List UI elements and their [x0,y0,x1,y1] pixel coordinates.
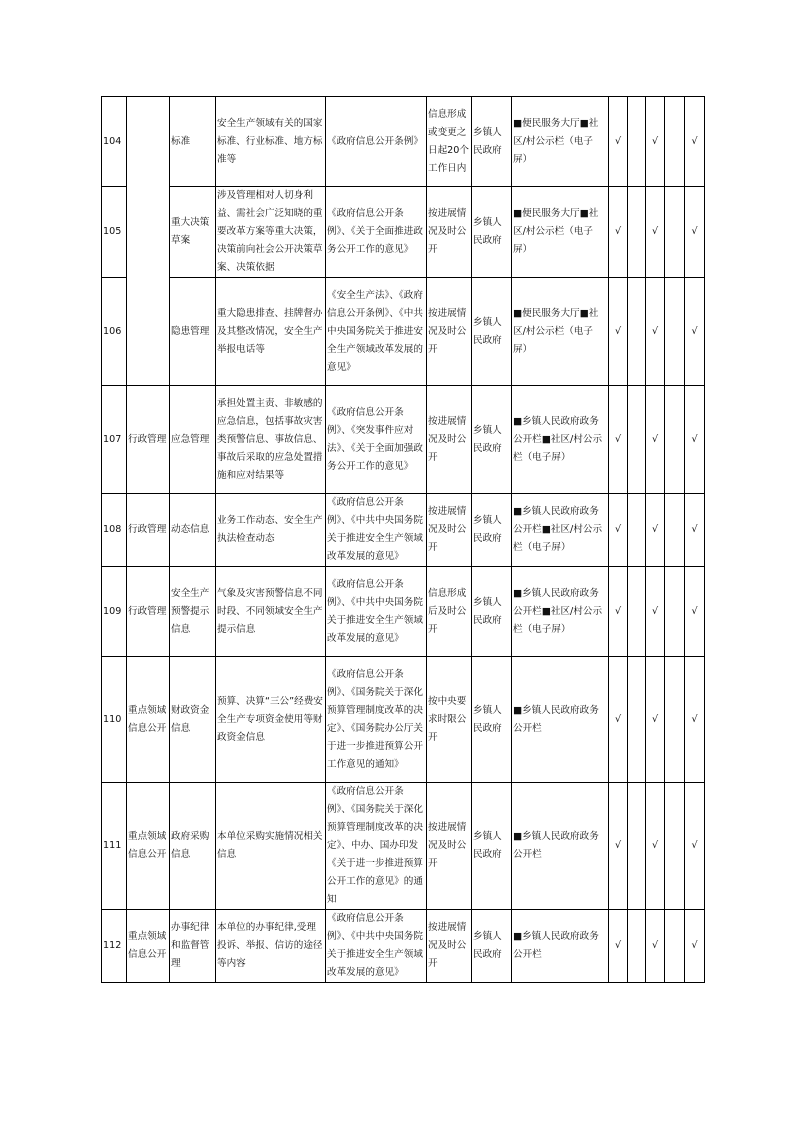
channel-cell: ■乡镇人民政府政务公开栏■社区/村公示栏（电子屏） [512,494,609,567]
empty-check-cell [628,567,646,657]
subject-cell: 乡镇人民政府 [472,910,512,983]
check-mark: √ [646,97,665,187]
check-mark: √ [646,567,665,657]
item-cell: 应急管理 [170,386,216,494]
row-number: 111 [102,783,127,910]
item-cell: 办事纪律和监督管理 [170,910,216,983]
table-body [102,97,705,983]
subject-cell: 乡镇人民政府 [472,783,512,910]
time-limit-cell: 信息形成或变更之日起20个工作日内 [427,97,472,187]
content-cell: 本单位的办事纪律,受理投诉、举报、信访的途径等内容 [216,910,326,983]
check-mark: √ [609,567,628,657]
basis-cell: 《安全生产法》、《政府信息公开条例》、《中共中央国务院关于推进安全生产领域改革发展的意见》 [326,278,427,386]
empty-check-cell [628,386,646,494]
channel-cell: ■乡镇人民政府政务公开栏 [512,783,609,910]
table-row [102,187,705,278]
content-cell: 安全生产领域有关的国家标准、行业标准、地方标准等 [216,97,326,187]
basis-cell: 《政府信息公开条例》 [326,97,427,187]
empty-check-cell [665,187,685,278]
row-number: 105 [102,187,127,278]
row-number: 112 [102,910,127,983]
category-cell: 重点领域信息公开 [127,657,170,783]
item-cell: 安全生产预警提示信息 [170,567,216,657]
check-mark: √ [609,187,628,278]
check-mark: √ [609,97,628,187]
category-cell: 行政管理 [127,567,170,657]
time-limit-cell: 按中央要求时限公开 [427,657,472,783]
empty-check-cell [628,910,646,983]
empty-check-cell [628,97,646,187]
item-cell: 重大决策草案 [170,187,216,278]
table-row [102,278,705,386]
channel-cell: ■乡镇人民政府政务公开栏■社区/村公示栏（电子屏） [512,567,609,657]
check-mark: √ [685,187,705,278]
item-cell: 财政资金信息 [170,657,216,783]
subject-cell: 乡镇人民政府 [472,278,512,386]
subject-cell: 乡镇人民政府 [472,494,512,567]
empty-check-cell [665,567,685,657]
row-number: 104 [102,97,127,187]
category-cell [127,97,170,386]
check-mark: √ [609,910,628,983]
check-mark: √ [646,494,665,567]
empty-check-cell [665,97,685,187]
basis-cell: 《政府信息公开条例》、《中共中央国务院关于推进安全生产领域改革发展的意见》 [326,567,427,657]
subject-cell: 乡镇人民政府 [472,567,512,657]
check-mark: √ [609,783,628,910]
empty-check-cell [665,386,685,494]
check-mark: √ [685,567,705,657]
check-mark: √ [646,386,665,494]
time-limit-cell: 按进展情况及时公开 [427,910,472,983]
check-mark: √ [646,278,665,386]
basis-cell: 《政府信息公开条例》、《国务院关于深化预算管理制度改革的决定》、《国务院办公厅关于进一步推进预算公开工作意见的通知》 [326,657,427,783]
check-mark: √ [685,783,705,910]
subject-cell: 乡镇人民政府 [472,386,512,494]
basis-cell: 《政府信息公开条例》、《国务院关于深化预算管理制度改革的决定》、中办、国办印发《关于进一步推进预算公开工作的意见》的通知 [326,783,427,910]
basis-cell: 《政府信息公开条例》、《中共中央国务院关于推进安全生产领域改革发展的意见》 [326,494,427,567]
empty-check-cell [628,278,646,386]
item-cell: 动态信息 [170,494,216,567]
basis-cell: 《政府信息公开条例》、《中共中央国务院关于推进安全生产领域改革发展的意见》 [326,910,427,983]
subject-cell: 乡镇人民政府 [472,97,512,187]
table-row [102,783,705,910]
check-mark: √ [685,386,705,494]
check-mark: √ [646,657,665,783]
empty-check-cell [665,494,685,567]
row-number: 108 [102,494,127,567]
check-mark: √ [685,657,705,783]
content-cell: 气象及灾害预警信息不同时段、不同领域安全生产提示信息 [216,567,326,657]
channel-cell: ■乡镇人民政府政务公开栏 [512,910,609,983]
empty-check-cell [665,278,685,386]
check-mark: √ [646,910,665,983]
check-mark: √ [609,386,628,494]
table-row [102,657,705,783]
basis-cell: 《政府信息公开条例》、《突发事件应对法》、《关于全面加强政务公开工作的意见》 [326,386,427,494]
row-number: 106 [102,278,127,386]
check-mark: √ [646,187,665,278]
time-limit-cell: 按进展情况及时公开 [427,783,472,910]
content-cell: 涉及管理相对人切身利益、需社会广泛知晓的重要改革方案等重大决策，决策前向社会公开决策草案、决策依据 [216,187,326,278]
check-mark: √ [609,278,628,386]
row-number: 107 [102,386,127,494]
empty-check-cell [628,494,646,567]
content-cell: 业务工作动态、安全生产执法检查动态 [216,494,326,567]
empty-check-cell [628,657,646,783]
check-mark: √ [685,910,705,983]
disclosure-table [101,96,705,983]
category-cell: 重点领域信息公开 [127,783,170,910]
empty-check-cell [628,187,646,278]
basis-cell: 《政府信息公开条例》、《关于全面推进政务公开工作的意见》 [326,187,427,278]
row-number: 110 [102,657,127,783]
content-cell: 本单位采购实施情况相关信息 [216,783,326,910]
item-cell: 政府采购信息 [170,783,216,910]
subject-cell: 乡镇人民政府 [472,657,512,783]
item-cell: 标准 [170,97,216,187]
time-limit-cell: 按进展情况及时公开 [427,187,472,278]
table-row [102,494,705,567]
check-mark: √ [685,97,705,187]
item-cell: 隐患管理 [170,278,216,386]
channel-cell: ■便民服务大厅■社区/村公示栏（电子屏） [512,278,609,386]
check-mark: √ [609,494,628,567]
content-cell: 预算、决算“三公”经费安全生产专项资金使用等财政资金信息 [216,657,326,783]
time-limit-cell: 按进展情况及时公开 [427,278,472,386]
table-row [102,567,705,657]
time-limit-cell: 按进展情况及时公开 [427,494,472,567]
check-mark: √ [646,783,665,910]
empty-check-cell [665,783,685,910]
empty-check-cell [628,783,646,910]
channel-cell: ■便民服务大厅■社区/村公示栏（电子屏） [512,187,609,278]
channel-cell: ■乡镇人民政府政务公开栏 [512,657,609,783]
empty-check-cell [665,657,685,783]
subject-cell: 乡镇人民政府 [472,187,512,278]
check-mark: √ [609,657,628,783]
time-limit-cell: 信息形成后及时公开 [427,567,472,657]
row-number: 109 [102,567,127,657]
check-mark: √ [685,494,705,567]
empty-check-cell [665,910,685,983]
category-cell: 重点领域信息公开 [127,910,170,983]
table-row [102,910,705,983]
time-limit-cell: 按进展情况及时公开 [427,386,472,494]
check-mark: √ [685,278,705,386]
channel-cell: ■乡镇人民政府政务公开栏■社区/村公示栏（电子屏） [512,386,609,494]
table-row [102,386,705,494]
content-cell: 重大隐患排查、挂牌督办及其整改情况，安全生产举报电话等 [216,278,326,386]
channel-cell: ■便民服务大厅■社区/村公示栏（电子屏） [512,97,609,187]
category-cell: 行政管理 [127,494,170,567]
table-row [102,97,705,187]
category-cell: 行政管理 [127,386,170,494]
content-cell: 承担处置主责、非敏感的应急信息，包括事故灾害类预警信息、事故信息、事故后采取的应急处置措施和应对结果等 [216,386,326,494]
